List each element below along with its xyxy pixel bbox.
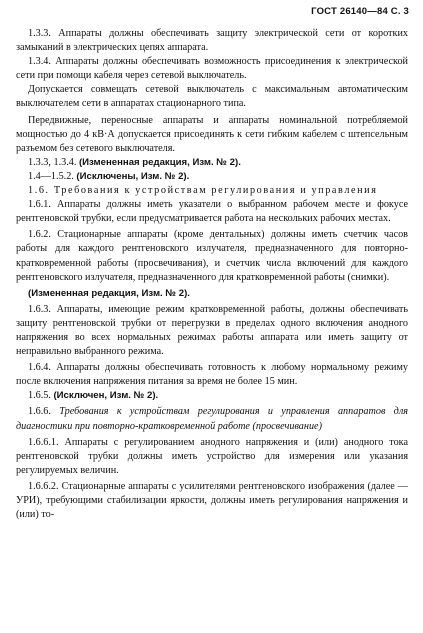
clause-number: 1.6.5. [28,390,51,402]
amendment-note: (Измененная редакция, Изм. № 2). [78,156,241,168]
paragraph-amendment-1-3 [16,156,408,170]
subsection-title: Требования к устройствам регулирования и управления аппаратов для диагностики при повторно-кратковременной работе (просвечивание) [16,406,409,432]
clause-number: 1.4—1.5.2. [28,170,74,182]
paragraph-1-6-4: 1.6.4. Аппараты должны обеспечивать готовность к любому нормальному режиму после включения напряжения питания за время не более 15 мин. [16,362,408,388]
paragraph-1-6-6 [16,405,408,433]
amendment-note: (Исключены, Изм. № 2). [76,170,190,182]
paragraph-1-3-3: 1.3.3. Аппараты должны обеспечивать защиту электрической сети от коротких замыканий в электрических цепях аппарата. [16,28,408,54]
document-body [16,27,408,522]
paragraph-1-6-6-2: 1.6.6.2. Стационарные аппараты с усилителями рентгеновского изображения (далее — УРИ), требующими стабилизации яркости, должны иметь регулирования напряжения и (или) то- [16,480,408,521]
paragraph-excluded-1-4 [16,170,408,184]
paragraph-amendment-1-6-2 [16,287,408,301]
section-heading-1-6: 1.6. Требования к устройствам регулирования и управления [28,185,378,197]
paragraph-1-3-4: 1.3.4. Аппараты должны обеспечивать возможность присоединения к электрической сети при помощи кабеля через сетевой выключатель. [16,56,408,82]
paragraph-1-6-6-1: 1.6.6.1. Аппараты с регулированием анодного напряжения и (или) анодного тока рентгеновской трубки должны иметь устройство для измерения или указания регулируемых величин. [16,436,408,476]
clause-number: 1.3.3, 1.3.4. [28,156,77,168]
paragraph-1-6-1: 1.6.1. Аппараты должны иметь указатели о выбранном рабочем месте и фокусе рентгеновской трубки, если предусматривается работа на нескольких рабочих местах. [16,199,408,225]
amendment-note: (Исключен, Изм. № 2). [53,390,159,402]
clause-number: 1.6.6. [28,406,51,418]
paragraph-1-6-3: 1.6.3. Аппараты, имеющие режим кратковременной работы, должны обеспечивать защиту рентгеновской трубки от перегрузки в пределах одного включения анодного напряжения во всех нормальных режимах работы аппарата или иметь защиту от неправильно выбранного режима. [16,303,408,358]
paragraph-excluded-1-6-5 [16,389,408,403]
amendment-note: (Измененная редакция, Изм. № 2). [28,287,190,299]
paragraph-mobile-devices: Передвижные, переносные аппараты и аппараты номинальной потребляемой мощностью до 4 кВ·А допускается присоединять к сети гибким кабелем с штепсельным разъемом без сетевого выключателя. [16,114,408,154]
paragraph-allowance: Допускается совмещать сетевой выключатель с максимальным автоматическим выключателем сети в аппаратах стационарного типа. [16,84,408,110]
paragraph-1-6-2: 1.6.2. Стационарные аппараты (кроме дентальных) должны иметь счетчик часов работы для каждого рентгеновского излучателя, предназначенного для повторно-кратковременной работы (просвечивания), и счетчик числа включений для каждого рентгеновского излучателя, предназначенного для кратковременной работы (снимки). [16,229,408,283]
page-header: ГОСТ 26140—84 С. 3 [311,6,409,17]
